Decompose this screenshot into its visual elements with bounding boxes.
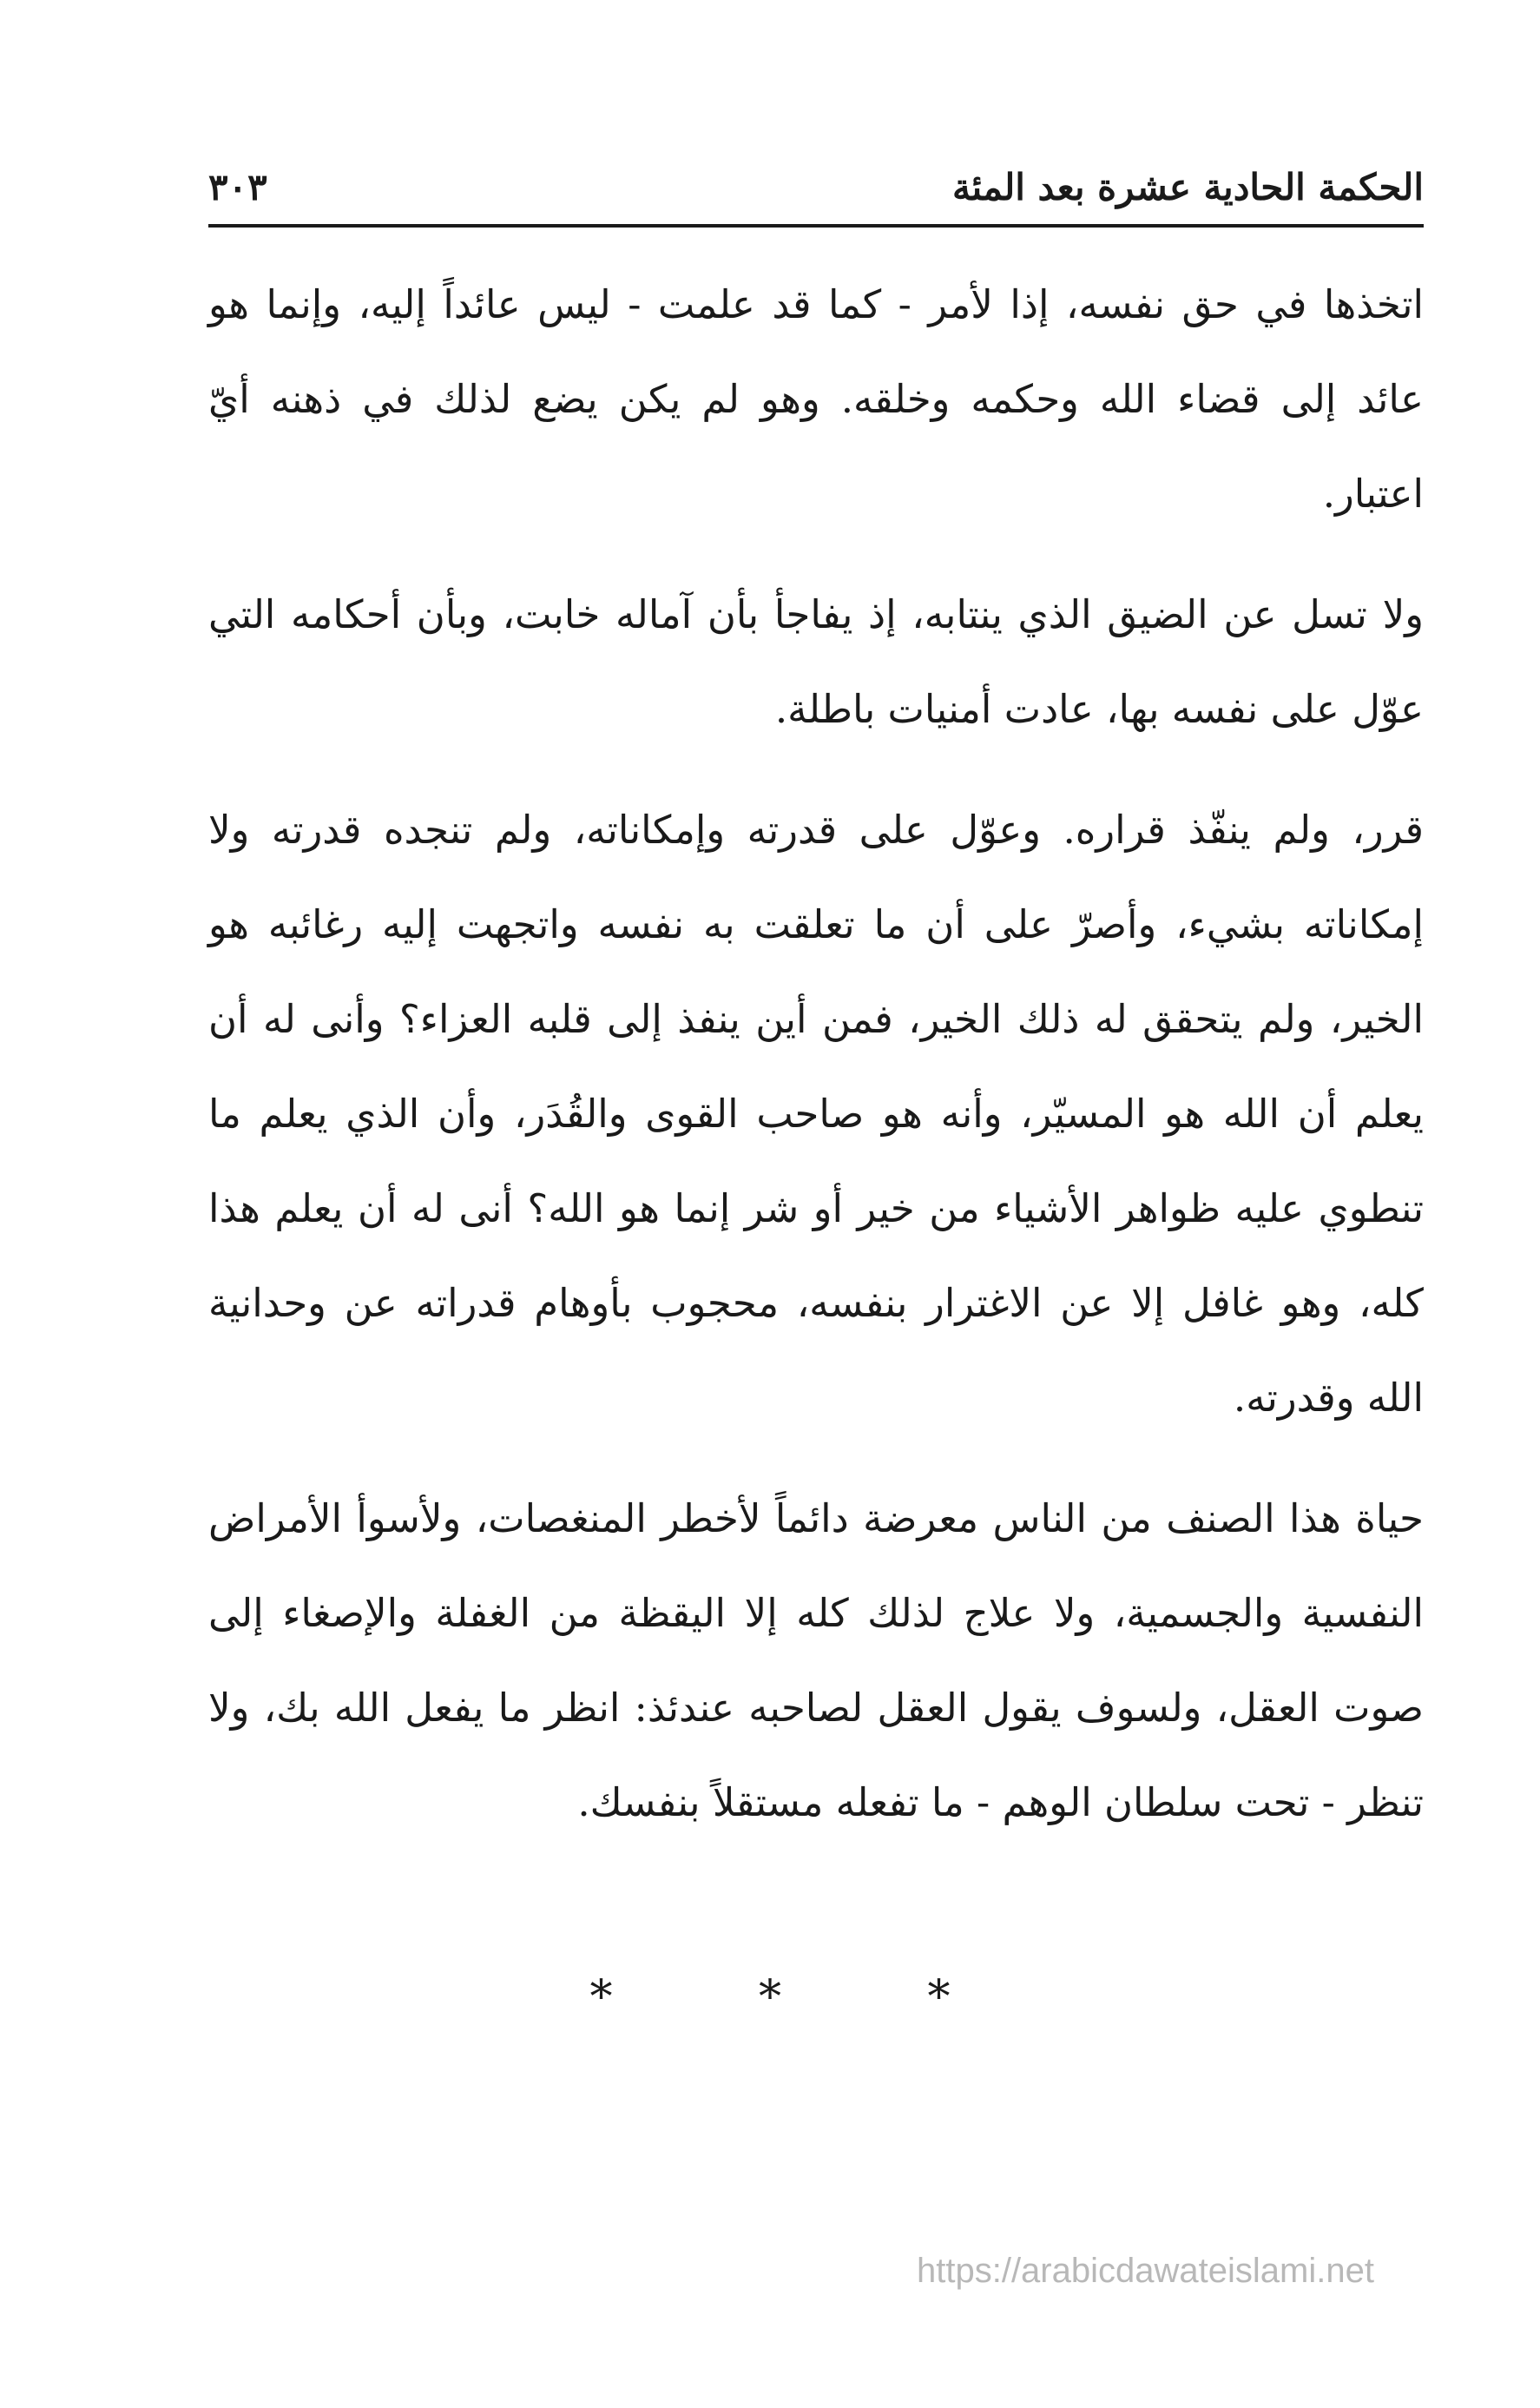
paragraph-2: ولا تسل عن الضيق الذي ينتابه، إذ يفاجأ بأن آماله خابت، وبأن أحكامه التي عوّل على نفسه بها، عادت أمنيات باطلة. bbox=[208, 591, 1424, 732]
paragraph-3: قرر، ولم ينفّذ قراره. وعوّل على قدرته وإمكاناته، ولم تنجده قدرته ولا إمكاناته بشيء، وأصرّ على أن ما تعلقت به نفسه واتجهت إليه رغائبه هو الخير، ولم يتحقق له ذلك الخير، فمن أين ينفذ إلى قلبه العزاء؟ وأنى له أن يعلم أن الله هو المسيّر، وأنه هو صاحب القوى والقُدَر، وأن الذي يعلم ما تنطوي عليه ظواهر الأشياء من خير أو شر إنما هو الله؟ أنى له أن يعلم هذا كله، وهو غافل إلا عن الاغترار بنفسه، محجوب بأوهام قدراته عن وحدانية الله وقدرته. bbox=[208, 807, 1424, 1421]
page-header bbox=[208, 155, 1424, 228]
chapter-title: الحكمة الحادية عشرة بعد المئة bbox=[952, 166, 1424, 208]
body-text bbox=[208, 257, 1424, 1876]
separator-star: * bbox=[589, 1971, 613, 2023]
paragraph-4: حياة هذا الصنف من الناس معرضة دائماً لأخطر المنغصات، ولأسوأ الأمراض النفسية والجسمية، ولا علاج لذلك كله إلا اليقظة من الغفلة والإصغاء إلى صوت العقل، ولسوف يقول العقل لصاحبه عندئذ: انظر ما يفعل الله بك، ولا تنظر - تحت سلطان الوهم - ما تفعله مستقلاً بنفسك. bbox=[208, 1495, 1424, 1825]
paragraph-1: اتخذها في حق نفسه، إذا لأمر - كما قد علمت - ليس عائداً إليه، وإنما هو عائد إلى قضاء الله وحكمه وخلقه. وهو لم يكن يضع لذلك في ذهنه أيّ اعتبار. bbox=[208, 281, 1424, 517]
separator-star: * bbox=[759, 1971, 781, 2023]
section-separator bbox=[0, 1963, 1540, 2032]
watermark-url: https://arabicdawateislami.net bbox=[917, 2252, 1374, 2290]
page-number: ٣٠٣ bbox=[208, 166, 267, 208]
separator-star: * bbox=[927, 1971, 951, 2023]
